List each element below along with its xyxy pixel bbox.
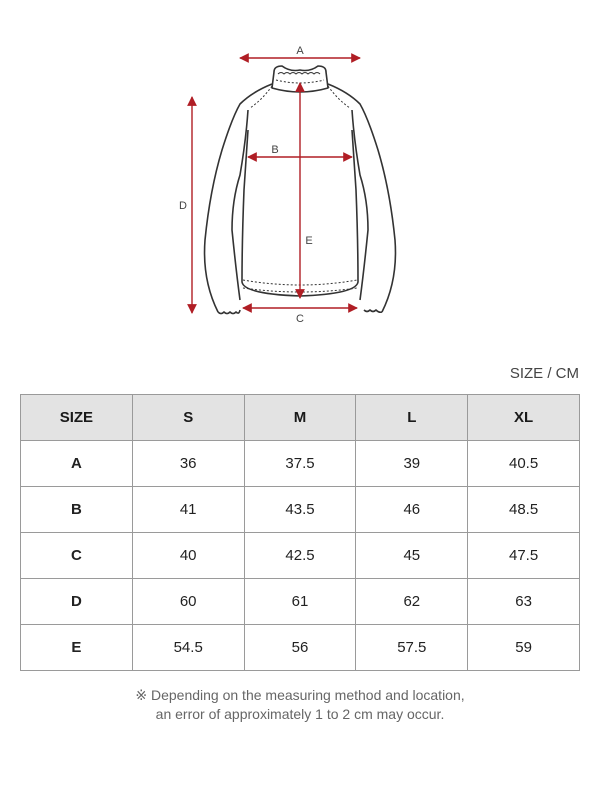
table-cell: 60 <box>132 579 244 625</box>
measurement-note <box>0 686 600 724</box>
note-line-1: ※ Depending on the measuring method and location, <box>135 687 465 703</box>
unit-label: SIZE / CM <box>509 365 579 382</box>
table-cell: 54.5 <box>132 625 244 671</box>
table-row <box>21 487 580 533</box>
table-cell: 43.5 <box>244 487 356 533</box>
row-label: B <box>21 487 133 533</box>
table-cell: 40.5 <box>468 441 580 487</box>
table-cell: 57.5 <box>356 625 468 671</box>
table-cell: 42.5 <box>244 533 356 579</box>
label-c: C <box>296 313 304 325</box>
table-cell: 48.5 <box>468 487 580 533</box>
table-cell: 40 <box>132 533 244 579</box>
size-table <box>20 394 580 671</box>
table-cell: 37.5 <box>244 441 356 487</box>
label-e: E <box>305 235 313 247</box>
label-a: A <box>296 45 304 57</box>
table-cell: 59 <box>468 625 580 671</box>
table-cell: 39 <box>356 441 468 487</box>
row-label: D <box>21 579 133 625</box>
table-header-row <box>21 395 580 441</box>
row-label: C <box>21 533 133 579</box>
column-header: S <box>132 395 244 441</box>
row-label: A <box>21 441 133 487</box>
column-header: M <box>244 395 356 441</box>
table-cell: 61 <box>244 579 356 625</box>
table-cell: 56 <box>244 625 356 671</box>
column-header: XL <box>468 395 580 441</box>
table-row <box>21 533 580 579</box>
table-row <box>21 579 580 625</box>
table-row <box>21 441 580 487</box>
table-cell: 62 <box>356 579 468 625</box>
table-cell: 46 <box>356 487 468 533</box>
table-cell: 63 <box>468 579 580 625</box>
row-label: E <box>21 625 133 671</box>
table-row <box>21 625 580 671</box>
table-cell: 36 <box>132 441 244 487</box>
note-line-2: an error of approximately 1 to 2 cm may occur. <box>155 706 445 722</box>
measurement-arrows <box>192 58 360 313</box>
table-cell: 45 <box>356 533 468 579</box>
label-b: B <box>271 144 279 156</box>
garment-measurement-diagram <box>0 0 600 340</box>
column-header: L <box>356 395 468 441</box>
table-cell: 47.5 <box>468 533 580 579</box>
column-header: SIZE <box>21 395 133 441</box>
label-d: D <box>179 200 187 212</box>
table-cell: 41 <box>132 487 244 533</box>
